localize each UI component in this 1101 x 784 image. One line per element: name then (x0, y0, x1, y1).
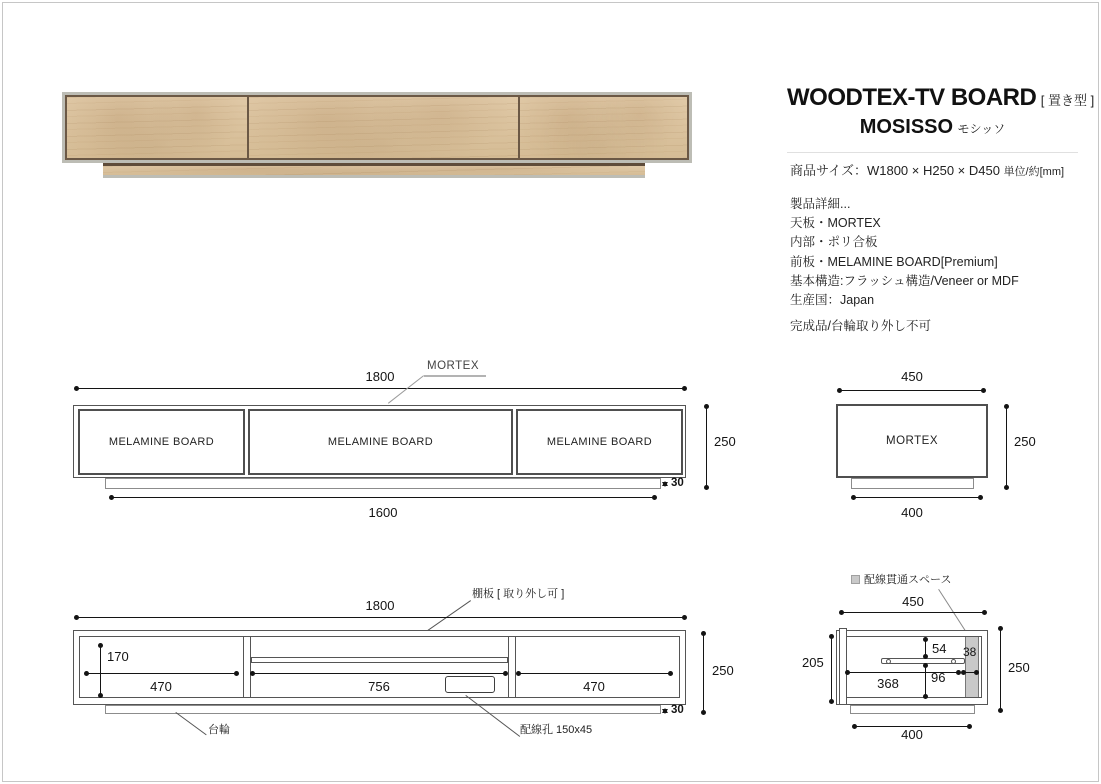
wire-hole (445, 676, 495, 693)
product-size (790, 160, 1064, 179)
dim-line-right-470 (517, 673, 672, 674)
dim-label-inner-height: 170 (107, 649, 129, 664)
dim-line-section-depth-450 (840, 612, 986, 613)
dim-line-bottom-gap-96 (925, 664, 926, 698)
detail-line: 製品詳細... (790, 197, 851, 211)
dim-label-center-compartment: 756 (368, 679, 390, 694)
dim-label-height: 250 (714, 434, 736, 449)
dim-label-section-depth: 450 (902, 594, 924, 609)
side-view-outline: MORTEX (836, 404, 988, 478)
detail-line: 前板・MELAMINE BOARD[Premium] (790, 254, 998, 269)
dim-line-top-gap-54 (925, 638, 926, 658)
detail-line: 内部・ポリ合板 (790, 235, 878, 250)
side-view-plinth (851, 478, 974, 489)
dim-line-height-250 (706, 405, 707, 489)
mortex-top-label: MORTEX (427, 360, 479, 372)
product-note: 完成品/台輪取り外し不可 (790, 319, 931, 333)
dim-label-section-plinth-height: 30 (671, 704, 684, 716)
shelf-pin (886, 659, 891, 664)
detail-line: 基本構造:フラッシュ構造/Veneer or MDF (790, 273, 1019, 288)
front-view-panel-left: MELAMINE BOARD (78, 409, 245, 475)
dim-line-total-height-250 (1000, 627, 1001, 712)
dim-line-depth-450 (838, 390, 985, 391)
page-title (787, 84, 1095, 112)
dim-label-plinth-depth: 400 (901, 727, 923, 742)
dim-line-inner-170 (100, 644, 101, 697)
dim-line-side-height-250 (1006, 405, 1007, 489)
photo-panel-left (67, 97, 247, 158)
dim-label-width: 1800 (365, 369, 395, 384)
front-view-panel-center: MELAMINE BOARD (248, 409, 513, 475)
dim-line-left-470 (85, 673, 238, 674)
front-view-plinth (105, 478, 661, 489)
product-details (790, 195, 1019, 310)
dim-label-plinth-height: 30 (671, 477, 684, 489)
dim-label-right-compartment: 470 (583, 679, 605, 694)
dim-line-inner-depth-368 (846, 672, 960, 673)
shelf-label: 棚板 [ 取り外し可 ] (472, 588, 565, 600)
side-section-plinth (850, 705, 975, 714)
dim-label-inner-depth: 368 (877, 676, 899, 691)
dim-line-plinth-1600 (110, 497, 656, 498)
dim-label-wire-space-width: 38 (963, 645, 977, 659)
header-separator (787, 152, 1078, 153)
product-size-text: 商品サイズ：W1800 × H250 × D450 (790, 163, 1000, 178)
detail-line: 天板・MORTEX (790, 216, 881, 231)
product-photo-plinth (103, 163, 645, 178)
front-section-divider-left (243, 636, 251, 698)
dim-label-section-width: 1800 (365, 598, 395, 613)
front-view-panel-right: MELAMINE BOARD (516, 409, 683, 475)
photo-panel-right (520, 97, 687, 158)
dim-label-front-height: 205 (802, 655, 824, 670)
dim-line-section-height-250 (703, 632, 704, 714)
dim-label-section-height: 250 (712, 663, 734, 678)
dim-label-side-plinth: 400 (901, 505, 923, 520)
plinth-leader-line (175, 712, 206, 735)
dim-line-wire-space-38 (962, 672, 978, 673)
dim-label-depth: 450 (901, 369, 923, 384)
dim-label-top-gap: 54 (932, 641, 947, 656)
product-title: WOODTEX-TV BOARD (787, 84, 1037, 111)
product-size-unit: 単位/約[mm] (1003, 166, 1065, 178)
dim-line-section-1800 (75, 617, 686, 618)
center-shelf (251, 657, 508, 663)
dim-line-width-1800 (75, 388, 686, 389)
plinth-label: 台輪 (208, 724, 230, 736)
photo-panel-center (249, 97, 518, 158)
front-section-plinth (105, 705, 661, 714)
product-photo-front (65, 95, 689, 160)
dim-line-front-height-205 (831, 635, 832, 703)
dim-line-center-756 (251, 673, 507, 674)
wire-hole-label: 配線孔 150x45 (520, 724, 593, 736)
wiring-space-legend: 配線貫通スペース (864, 574, 952, 586)
dim-label-left-compartment: 470 (150, 679, 172, 694)
detail-line: 生産国：Japan (790, 293, 875, 308)
product-name-kana: モシッソ (957, 122, 1006, 136)
shelf-pin (951, 659, 956, 664)
mortex-label-underline (424, 375, 486, 377)
dim-label-bottom-gap: 96 (931, 670, 946, 685)
wiring-space-swatch (851, 575, 860, 584)
front-section-divider-right (508, 636, 516, 698)
dim-line-plinth-400 (852, 497, 982, 498)
dim-label-total-height: 250 (1008, 660, 1030, 675)
product-title-suffix: [ 置き型 ] (1040, 93, 1095, 108)
dim-label-side-height: 250 (1014, 434, 1036, 449)
product-photo (62, 92, 692, 163)
product-subtitle-row (787, 116, 1078, 139)
product-name: MOSISSO (859, 116, 954, 138)
dim-label-plinth-width: 1600 (368, 505, 398, 520)
